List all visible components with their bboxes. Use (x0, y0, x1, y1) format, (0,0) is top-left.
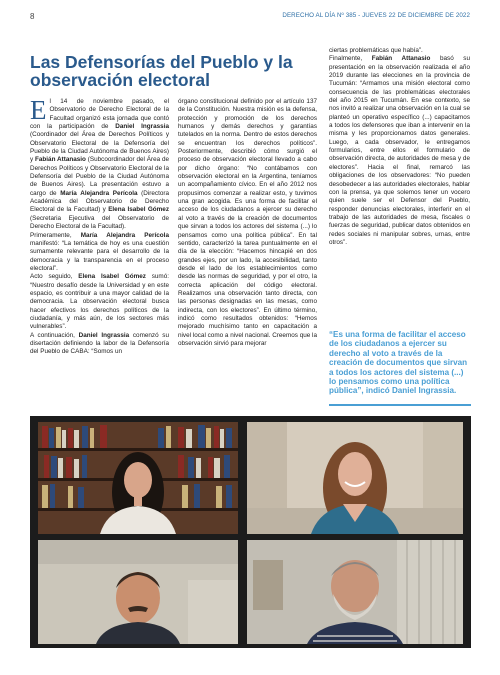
article-column-2 (178, 98, 317, 348)
participant-photo-3 (38, 540, 238, 644)
page-number: 8 (30, 12, 35, 21)
drop-cap: E (30, 95, 47, 125)
article-column-3 (329, 47, 470, 247)
page-header (30, 12, 470, 24)
issue-line: DERECHO AL DÍA Nº 385 - JUEVES 22 DE DICIEMBRE DE 2022 (282, 12, 470, 19)
pull-quote: “Es una forma de facilitar el acceso de los ciudadanos a ejercer su derecho al voto a través de la creación de documentos que sirvan a todos los actores del sistema (...) lo pensamos como una política pública”, indicó Daniel Ingrassia. (329, 330, 468, 396)
column-2-text: órgano constitucional definido por el artículo 137 de la Constitución. Nuestra misión es la defensa, protección y promoción de los derechos humanos y demás derechos y garantías tutelados en la norma. Dentro de estos derechos se encuentran los derechos políticos”. Posteriormente, describió cómo surgió el proceso de observación electoral llevado a cabo por dicho órgano: “No contábamos con observación electoral en la Argentina, teníamos un acompañamiento cívico. En el año 2012 nos propusimos comenzar a realizar esto, y tuvimos una gran acogida. Es una forma de facilitar el acceso de los ciudadanos a ejercer su derecho al voto a través de la creación de documentos que sirvan a todos los actores del sistema (...) lo pensamos como una política pública”. En tal sentido, caracterizó la tarea puntualmente en el día de la elección: “Hacemos hincapié en dos grandes ejes, por un lado, la accesibilidad, tanto desde el lado de los establecimientos como desde las normas de seguridad, y por el otro, la correcta aplicación del código electoral. Realizamos una observación tanto directa, con las personas designadas en las mesas, como indirecta, con los electores”. En último término, indicó como resultados obtenidos: “Hemos mejorado muchísimo tanto en capacitación a nivel local como a nivel nacional. Creemos que la observación sirvió para mejorar (178, 98, 317, 347)
article-column-1 (30, 95, 170, 357)
participant-photo-4 (247, 540, 463, 644)
column-1-text: l 14 de noviembre pasado, el Observatorio de Derecho Electoral de la Facultad organizó esta jornada que contó con la participación de Daniel Ingrassia (Coordinador del Área de Derechos Políticos y Observatorio Electoral de la Defensoría del Pueblo de la Ciudad Autónoma de Buenos Aires) y Fabián Attanasio (Subcoordinador del Área de Derechos Políticos y Observatorio Electoral de la Defensoría del Pueblo de la Ciudad Autónoma de Buenos Aires). La presentación estuvo a cargo de María Alejandra Perícola (Directora Académica del Observatorio de Derecho Electoral de la Facultad) y Elena Isabel Gómez (Secretaria Ejecutiva del Observatorio de Derecho Electoral de la Facultad). Primeramente, María Alejandra Perícola manifestó: “La temática de hoy es una cuestión sumamente relevante para el desarrollo de la democracia y la transparencia en el proceso electoral”. Acto seguido, Elena Isabel Gómez sumó: “Nuestro desafío desde la Universidad y en este espacio, es contribuir a una mayor calidad de la democracia. La observación electoral busca hacer efectivos los derechos políticos de la ciudadanía, y más aún, de los sectores más vulnerables”. A continuación, Daniel Ingrassia comenzó su disertación definiendo la labor de la Defensoría del Pueblo de CABA: “Somos un (30, 98, 170, 356)
participant-photo-1 (38, 422, 238, 534)
pull-quote-rule (329, 404, 471, 406)
article-title: Las Defensorías del Pueblo y la observación electoral (30, 52, 293, 90)
participant-photo-2 (247, 422, 463, 534)
column-3-text: ciertas problemáticas que había”. Finalmente, Fabián Attanasio basó su presentación en la observación realizada el año 2019 durante las elecciones en la provincia de Tucumán: “Armamos una misión electoral como consecuencia de las problemáticas electorales del año 2015 en Tucumán. En ese contexto, se nos invitó a realizar una observación en la cual se planteó un operativo específico (...) capacitamos a todos los defensores que iban a intervenir en la misma y les proporcionamos datos generales. Luego, a cada observador, le entregamos formularios, entre ellos el formulario de observación directa, de autoridades de mesa y de electores”. Hacia el final, remarcó las obligaciones de los observadores: “No pueden desobedecer a las autoridades electorales, hablar con la prensa, ya que solemos tener un vocero quien suele ser el Defensor del Pueblo, responder denuncias electorales, interferir en el trabajo de las autoridades de mesa, fiscales o fuerzas de seguridad, publicar datos obtenidos en redes sociales ni manipular sobres, urnas, entre otros”. (329, 47, 471, 246)
